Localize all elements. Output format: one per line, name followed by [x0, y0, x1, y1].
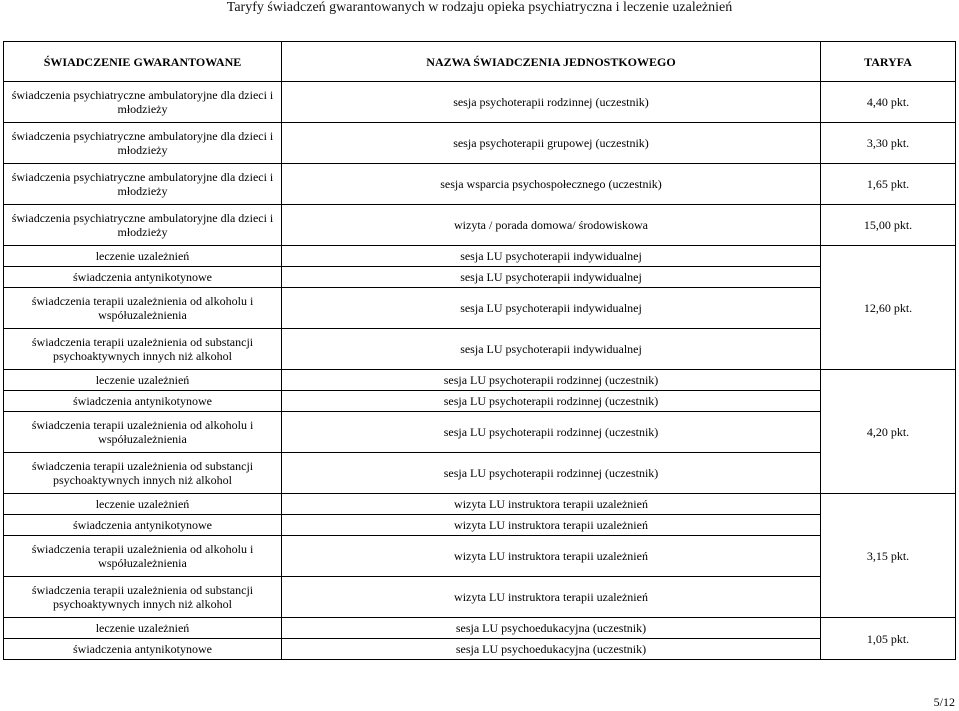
unit-name-cell: sesja LU psychoterapii rodzinnej (uczestnik) — [282, 412, 821, 453]
page-title: Taryfy świadczeń gwarantowanych w rodzaju opieka psychiatryczna i leczenie uzależnień — [226, 0, 733, 15]
benefit-cell: świadczenia terapii uzależnienia od substancji psychoaktywnych innych niż alkohol — [4, 577, 282, 618]
unit-name-cell: sesja psychoterapii grupowej (uczestnik) — [282, 123, 821, 164]
tariff-cell: 3,30 pkt. — [821, 123, 956, 164]
tariff-table — [3, 41, 956, 660]
unit-name-cell: sesja LU psychoterapii indywidualnej — [282, 267, 821, 288]
tariff-cell: 4,40 pkt. — [821, 82, 956, 123]
table-row — [4, 618, 956, 639]
page-number: 5/12 — [933, 695, 955, 709]
table-row — [4, 288, 956, 329]
unit-name-cell: sesja LU psychoterapii indywidualnej — [282, 288, 821, 329]
table-row — [4, 515, 956, 536]
benefit-cell: świadczenia antynikotynowe — [4, 639, 282, 660]
benefit-cell: świadczenia terapii uzależnienia od alkoholu i współuzależnienia — [4, 412, 282, 453]
tariff-cell: 1,05 pkt. — [821, 618, 956, 660]
unit-name-cell: wizyta LU instruktora terapii uzależnień — [282, 536, 821, 577]
column-header-benefit: ŚWIADCZENIE GWARANTOWANE — [4, 42, 282, 82]
table-row — [4, 391, 956, 412]
unit-name-cell: sesja LU psychoedukacyjna (uczestnik) — [282, 639, 821, 660]
benefit-cell: świadczenia terapii uzależnienia od alkoholu i współuzależnienia — [4, 536, 282, 577]
benefit-cell: świadczenia antynikotynowe — [4, 515, 282, 536]
table-row — [4, 370, 956, 391]
unit-name-cell: sesja LU psychoterapii rodzinnej (uczestnik) — [282, 453, 821, 494]
unit-name-cell: wizyta LU instruktora terapii uzależnień — [282, 577, 821, 618]
table-row — [4, 577, 956, 618]
table-row — [4, 82, 956, 123]
column-header-unit-name: NAZWA ŚWIADCZENIA JEDNOSTKOWEGO — [282, 42, 821, 82]
benefit-cell: świadczenia terapii uzależnienia od substancji psychoaktywnych innych niż alkohol — [4, 329, 282, 370]
unit-name-cell: wizyta LU instruktora terapii uzależnień — [282, 515, 821, 536]
table-row — [4, 453, 956, 494]
unit-name-cell: sesja psychoterapii rodzinnej (uczestnik) — [282, 82, 821, 123]
tariff-cell: 4,20 pkt. — [821, 370, 956, 494]
tariff-cell: 15,00 pkt. — [821, 205, 956, 246]
table-row — [4, 205, 956, 246]
tariff-cell: 12,60 pkt. — [821, 246, 956, 370]
benefit-cell: świadczenia antynikotynowe — [4, 391, 282, 412]
benefit-cell: świadczenia antynikotynowe — [4, 267, 282, 288]
table-row — [4, 246, 956, 267]
benefit-cell: leczenie uzależnień — [4, 370, 282, 391]
table-row — [4, 639, 956, 660]
benefit-cell: świadczenia psychiatryczne ambulatoryjne dla dzieci i młodzieży — [4, 123, 282, 164]
benefit-cell: leczenie uzależnień — [4, 618, 282, 639]
unit-name-cell: sesja LU psychoedukacyjna (uczestnik) — [282, 618, 821, 639]
table-row — [4, 164, 956, 205]
benefit-cell: świadczenia psychiatryczne ambulatoryjne dla dzieci i młodzieży — [4, 205, 282, 246]
column-header-tariff: TARYFA — [821, 42, 956, 82]
tariff-cell: 3,15 pkt. — [821, 494, 956, 618]
table-row — [4, 329, 956, 370]
tariff-cell: 1,65 pkt. — [821, 164, 956, 205]
benefit-cell: leczenie uzależnień — [4, 494, 282, 515]
table-header-row — [4, 42, 956, 82]
table-row — [4, 123, 956, 164]
unit-name-cell: sesja LU psychoterapii indywidualnej — [282, 329, 821, 370]
table-row — [4, 412, 956, 453]
unit-name-cell: sesja wsparcia psychospołecznego (uczestnik) — [282, 164, 821, 205]
unit-name-cell: sesja LU psychoterapii rodzinnej (uczestnik) — [282, 370, 821, 391]
unit-name-cell: wizyta / porada domowa/ środowiskowa — [282, 205, 821, 246]
benefit-cell: świadczenia terapii uzależnienia od alkoholu i współuzależnienia — [4, 288, 282, 329]
unit-name-cell: sesja LU psychoterapii indywidualnej — [282, 246, 821, 267]
table-row — [4, 494, 956, 515]
benefit-cell: świadczenia terapii uzależnienia od substancji psychoaktywnych innych niż alkohol — [4, 453, 282, 494]
benefit-cell: leczenie uzależnień — [4, 246, 282, 267]
unit-name-cell: wizyta LU instruktora terapii uzależnień — [282, 494, 821, 515]
benefit-cell: świadczenia psychiatryczne ambulatoryjne dla dzieci i młodzieży — [4, 82, 282, 123]
benefit-cell: świadczenia psychiatryczne ambulatoryjne dla dzieci i młodzieży — [4, 164, 282, 205]
table-row — [4, 536, 956, 577]
unit-name-cell: sesja LU psychoterapii rodzinnej (uczestnik) — [282, 391, 821, 412]
table-row — [4, 267, 956, 288]
